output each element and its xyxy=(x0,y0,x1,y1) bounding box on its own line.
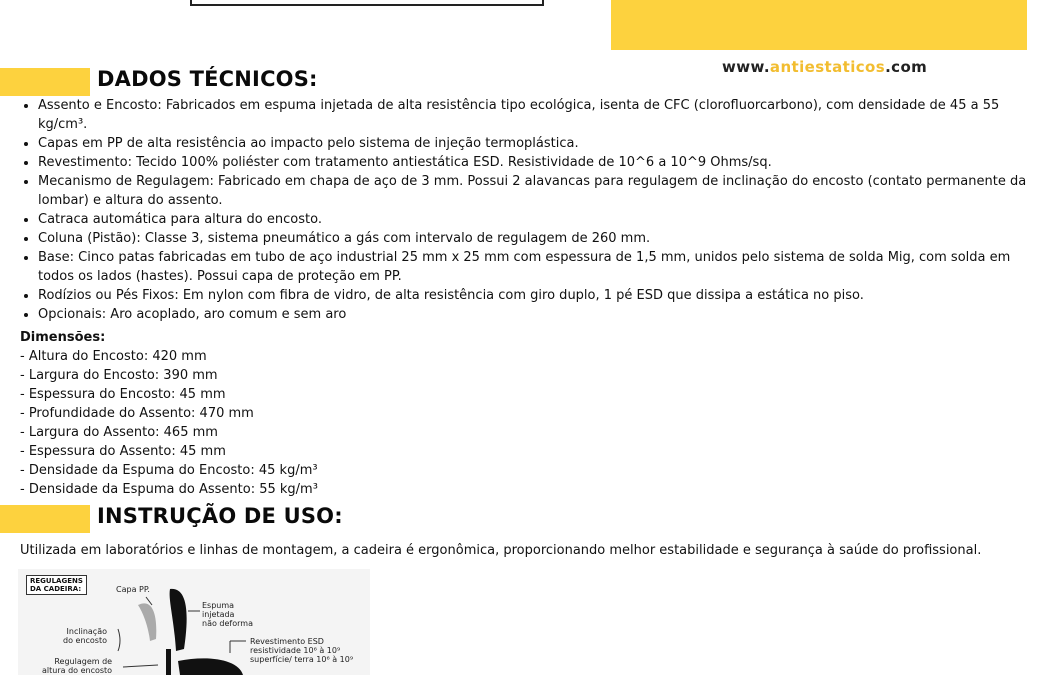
figure-caption-line: DA CADEIRA: xyxy=(30,585,82,593)
dimension-item: - Espessura do Assento: 45 mm xyxy=(20,444,226,459)
dimension-item: - Densidade da Espuma do Encosto: 45 kg/m³ xyxy=(20,463,318,478)
label-espuma-line: Espuma xyxy=(202,601,235,610)
dimension-item: - Largura do Encosto: 390 mm xyxy=(20,368,218,383)
dimension-item: - Altura do Encosto: 420 mm xyxy=(20,349,207,364)
section-marker-usage xyxy=(0,505,90,533)
label-inclinacao-line: Inclinação xyxy=(66,627,107,636)
chair-backrest xyxy=(170,589,187,651)
label-regulagem-line: altura do encosto xyxy=(42,666,113,675)
top-image-frame xyxy=(190,0,544,6)
dimension-item: - Profundidade do Assento: 470 mm xyxy=(20,406,254,421)
top-yellow-banner xyxy=(611,0,1027,50)
website-url[interactable] xyxy=(722,58,927,76)
label-espuma-line: não deforma xyxy=(202,619,253,628)
inclination-arrow xyxy=(118,629,120,651)
height-leader xyxy=(123,665,158,667)
chair-column xyxy=(166,649,171,675)
dimensions-block xyxy=(20,328,318,499)
label-regulagem xyxy=(42,657,112,675)
chair-adjustments-figure xyxy=(18,569,370,675)
spec-item: • Catraca automática para altura do encosto. xyxy=(38,210,1043,229)
label-revestimento-line: superfície/ terra 10⁶ à 10⁹ xyxy=(250,655,354,664)
dimension-item: - Densidade da Espuma do Assento: 55 kg/m³ xyxy=(20,482,318,497)
figure-caption-line: REGULAGENS xyxy=(30,577,83,585)
usage-text: Utilizada em laboratórios e linhas de montagem, a cadeira é ergonômica, proporcionando melhor estabilidade e segurança à saúde do profissional. xyxy=(20,543,982,558)
label-regulagem-line: Regulagem de xyxy=(54,657,113,666)
dimension-item: - Largura do Assento: 465 mm xyxy=(20,425,218,440)
spec-item: • Rodízios ou Pés Fixos: Em nylon com fibra de vidro, de alta resistência com giro duplo, 1 pé ESD que dissipa a estática no piso. xyxy=(38,286,1043,305)
dimensions-title: Dimensões: xyxy=(20,330,106,345)
spec-item: • Mecanismo de Regulagem: Fabricado em chapa de aço de 3 mm. Possui 2 alavancas para regulagem de inclinação do encosto (contato permanente da lombar) e altura do assento. xyxy=(38,172,1043,210)
label-capa: Capa PP. xyxy=(116,585,150,594)
label-inclinacao-line: do encosto xyxy=(63,636,107,645)
spec-item: • Opcionais: Aro acoplado, aro comum e sem aro xyxy=(38,305,1043,324)
section-title-technical: DADOS TÉCNICOS: xyxy=(97,67,318,91)
spec-item: • Coluna (Pistão): Classe 3, sistema pneumático a gás com intervalo de regulagem de 260 mm. xyxy=(38,229,1043,248)
section-title-usage: INSTRUÇÃO DE USO: xyxy=(97,504,343,528)
spec-item: • Revestimento: Tecido 100% poliéster com tratamento antiestática ESD. Resistividade de 10^6 a 10^9 Ohms/sq. xyxy=(38,153,1043,172)
label-revestimento-line: resistividade 10⁶ à 10⁹ xyxy=(250,646,341,655)
section-marker-technical xyxy=(0,68,90,96)
spec-item: • Capas em PP de alta resistência ao impacto pelo sistema de injeção termoplástica. xyxy=(38,134,1043,153)
chair-seat xyxy=(178,658,243,675)
label-revestimento xyxy=(250,637,353,664)
dimension-item: - Espessura do Encosto: 45 mm xyxy=(20,387,226,402)
spec-item: • Assento e Encosto: Fabricados em espuma injetada de alta resistência tipo ecológica, isenta de CFC (clorofluorcarbono), com densidade de 45 a 55 kg/cm³. xyxy=(38,96,1043,134)
label-espuma-line: injetada xyxy=(202,610,235,619)
chair-back-cover xyxy=(138,603,156,641)
label-revestimento-line: Revestimento ESD xyxy=(250,637,324,646)
spec-list xyxy=(20,96,1043,324)
website-prefix: www. xyxy=(722,58,770,76)
website-brand: antiestaticos xyxy=(769,58,886,76)
label-inclinacao xyxy=(63,627,107,645)
spec-item: • Base: Cinco patas fabricadas em tubo de aço industrial 25 mm x 25 mm com espessura de 1,5 mm, unidos pelo sistema de solda Mig, com solda em todos os lados (hastes). Possui capa de proteção em PP. xyxy=(38,248,1043,286)
label-espuma xyxy=(202,601,253,628)
website-suffix: .com xyxy=(885,58,928,76)
